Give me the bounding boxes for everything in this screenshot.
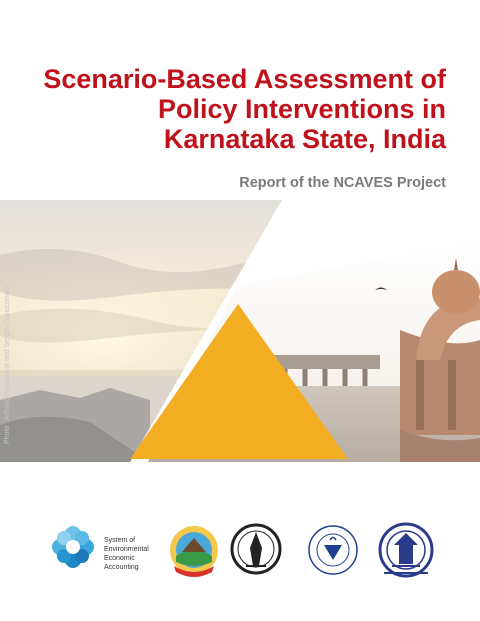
seea-line-2: Environmental bbox=[104, 546, 149, 553]
ifsc-seal-logo bbox=[309, 526, 357, 574]
title-line-2: Policy Interventions in bbox=[157, 94, 446, 124]
seea-line-3: Economic bbox=[104, 555, 135, 562]
seea-line-4: Accounting bbox=[104, 564, 139, 571]
photo-credit: Photo : Achyut Pagaonkar and Sergio Capuzzimati bbox=[4, 286, 11, 444]
iit-kharagpur-seal-logo bbox=[380, 524, 432, 576]
seea-line-1: System of bbox=[104, 537, 136, 544]
report-title bbox=[26, 64, 446, 154]
report-subtitle: Report of the NCAVES Project bbox=[239, 175, 446, 191]
seea-flower-logo bbox=[52, 526, 94, 568]
partner-logos bbox=[0, 515, 480, 585]
iisc-seal-logo bbox=[232, 525, 280, 573]
seea-logo-text bbox=[104, 536, 149, 572]
title-line-3: Karnataka State, India bbox=[163, 124, 446, 154]
cover-photo-band bbox=[0, 200, 480, 462]
ranchi-university-seal-logo bbox=[170, 526, 218, 577]
title-line-1: Scenario-Based Assessment of bbox=[43, 64, 446, 94]
